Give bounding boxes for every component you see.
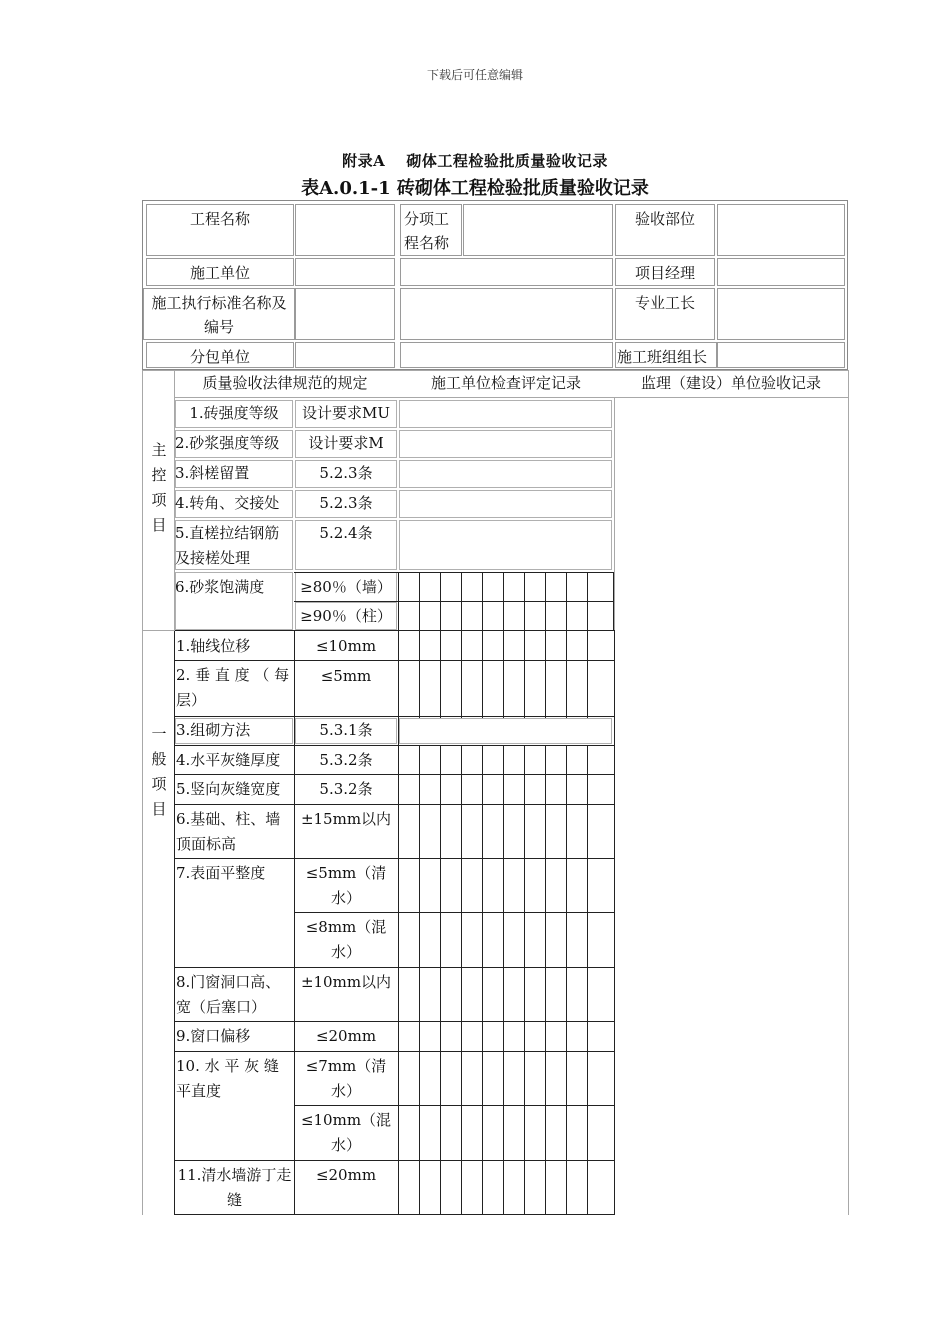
field-construction-unit-2[interactable] [400, 258, 613, 286]
main-req-5: 5.2.4条 [319, 524, 373, 542]
main-req-2: 设计要求M [308, 434, 384, 452]
main-req-6b: ≥90％（柱） [300, 607, 392, 625]
main-req-1: 设计要求MU [301, 404, 390, 422]
gen-item-2: 2. 垂 直 度 （ 每层） [176, 666, 290, 709]
gen-req-7a: ≤5mm（清水） [305, 864, 387, 907]
gen-req-6: ±15mm以内 [300, 810, 392, 828]
label-acceptance-part: 验收部位 [615, 204, 715, 256]
gen-req-4: 5.3.2条 [319, 751, 373, 769]
field-acceptance-part[interactable] [717, 204, 845, 256]
gen-item-1: 1.轴线位移 [176, 637, 251, 655]
gen-item-9: 9.窗口偏移 [176, 1027, 251, 1045]
field-sub-project[interactable] [463, 204, 613, 256]
label-sub-project: 分项工程名称 [400, 204, 462, 256]
label-team-leader: 施工班组组长 [615, 342, 717, 368]
gen-item-10: 10. 水 平 灰 缝 平直度 [176, 1057, 279, 1100]
field-project-manager[interactable] [717, 258, 845, 286]
field-subcontractor[interactable] [295, 342, 395, 368]
download-note: 下载后可任意编辑 [426, 68, 523, 82]
group-main-control: 主 控 项 目 [151, 441, 167, 534]
gen-item-7: 7.表面平整度 [176, 864, 266, 882]
gen-req-7b: ≤8mm（混水） [305, 918, 387, 961]
field-team-leader[interactable] [717, 342, 845, 368]
gen-item-5: 5.竖向灰缝宽度 [176, 780, 281, 798]
gen-item-8: 8.门窗洞口高、宽（后塞口） [176, 973, 281, 1016]
label-project-name: 工程名称 [146, 204, 294, 256]
label-professional-foreman: 专业工长 [615, 288, 715, 340]
gen-item-6: 6.基础、柱、墙顶面标高 [176, 810, 281, 853]
main-item-6: 6.砂浆饱满度 [175, 578, 265, 596]
gen-item-3: 3.组砌方法 [176, 721, 251, 739]
gen-req-10b: ≤10mm（混水） [300, 1111, 392, 1154]
main-item-1: 1.砖强度等级 [189, 404, 279, 422]
label-construction-unit: 施工单位 [146, 258, 294, 286]
main-req-3: 5.2.3条 [319, 464, 373, 482]
main-item-4: 4.转角、交接处 [175, 494, 280, 512]
header-rule: 质量验收法律规范的规定 [202, 374, 368, 392]
main-item-3: 3.斜槎留置 [175, 464, 250, 482]
main-item-2: 2.砂浆强度等级 [175, 434, 280, 452]
gen-req-8: ±10mm以内 [300, 973, 392, 991]
header-form [142, 200, 848, 370]
label-subcontractor: 分包单位 [146, 342, 294, 368]
field-standard-name-2[interactable] [400, 288, 613, 340]
label-standard-name: 施工执行标准名称及编号 [143, 288, 295, 340]
main-item-5: 5.直槎拉结钢筋及接槎处理 [175, 524, 280, 567]
field-project-name[interactable] [295, 204, 395, 256]
group-general: 一 般 项 目 [151, 725, 167, 818]
gen-req-10a: ≤7mm（清水） [305, 1057, 387, 1100]
gen-item-4: 4.水平灰缝厚度 [176, 751, 281, 769]
field-construction-unit[interactable] [295, 258, 395, 286]
gen-req-3: 5.3.1条 [319, 721, 373, 739]
gen-req-5: 5.3.2条 [319, 780, 373, 798]
label-project-manager: 项目经理 [615, 258, 715, 286]
gen-req-1: ≤10mm [315, 637, 377, 655]
table-title: 表A.0.1-1 砖砌体工程检验批质量验收记录 [301, 178, 649, 199]
main-req-6a: ≥80％（墙） [300, 578, 392, 596]
field-subcontractor-2[interactable] [400, 342, 613, 368]
gen-item-11: 11.清水墙游丁走缝 [177, 1166, 292, 1209]
gen-req-2: ≤5mm [320, 667, 372, 685]
gen-req-9: ≤20mm [315, 1027, 377, 1045]
appendix-title: 附录A 砌体工程检验批质量验收记录 [342, 152, 608, 170]
field-standard-name[interactable] [295, 288, 395, 340]
main-req-4: 5.2.3条 [319, 494, 373, 512]
field-professional-foreman[interactable] [717, 288, 845, 340]
header-check: 施工单位检查评定记录 [430, 374, 581, 392]
gen-req-11: ≤20mm [315, 1166, 377, 1184]
header-supervision: 监理（建设）单位验收记录 [640, 374, 821, 392]
